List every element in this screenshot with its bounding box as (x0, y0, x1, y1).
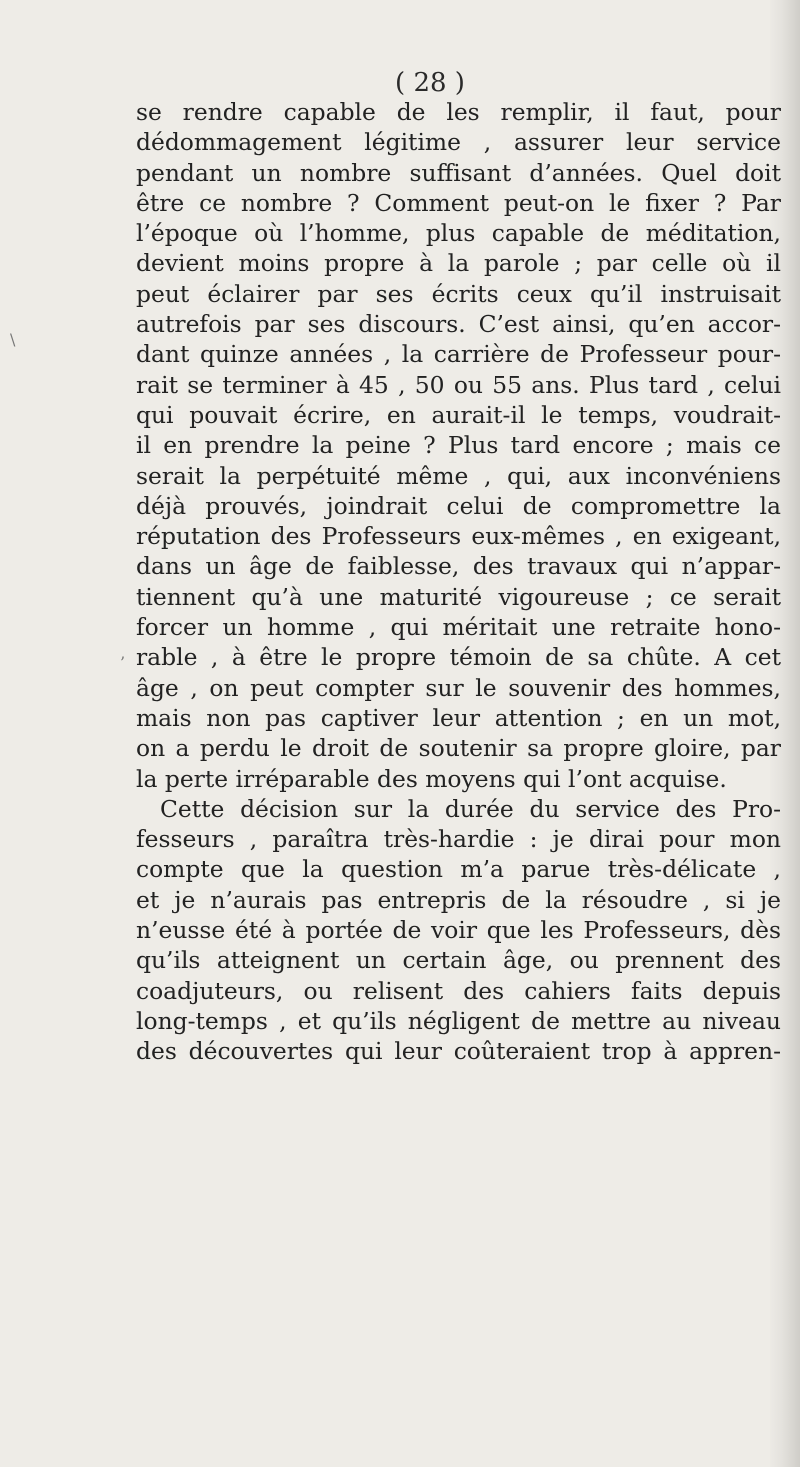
text-line: réputation des Professeurs eux-mêmes , en exigeant, (136, 522, 781, 551)
body-text (136, 97, 781, 1067)
text-line: il en prendre la peine ? Plus tard encore ; mais ce (136, 431, 781, 460)
text-line: dédommagement légitime , assurer leur service (136, 128, 781, 157)
text-line: et je n’aurais pas entrepris de la résoudre , si je (136, 885, 781, 914)
text-line: n’eusse été à portée de voir que les Professeurs, dès (136, 916, 781, 945)
text-line: fesseurs , paraîtra très-hardie : je dirai pour mon (136, 825, 781, 854)
margin-tick-mark: \ (10, 330, 16, 349)
paragraph-1 (136, 97, 781, 794)
text-line: rable , à être le propre témoin de sa chûte. A cet (136, 643, 781, 672)
paragraph-2 (136, 794, 781, 1067)
text-line: l’époque où l’homme, plus capable de méditation, (136, 219, 781, 248)
text-line: coadjuteurs, ou relisent des cahiers faits depuis (136, 976, 781, 1005)
text-line: on a perdu le droit de soutenir sa propre gloire, par (136, 734, 781, 763)
text-line: peut éclairer par ses écrits ceux qu’il instruisait (136, 279, 781, 308)
text-line: se rendre capable de les remplir, il faut, pour (136, 98, 781, 126)
text-line: devient moins propre à la parole ; par celle où il (136, 249, 781, 278)
text-line: qui pouvait écrire, en aurait-il le temps, voudrait- (136, 400, 781, 429)
text-line: des découvertes qui leur coûteraient trop à appren- (136, 1037, 781, 1066)
page-number: ( 28 ) (395, 68, 465, 98)
text-line: déjà prouvés, joindrait celui de compromettre la (136, 491, 781, 520)
margin-tick-mark: ’ (120, 653, 126, 672)
text-line: serait la perpétuité même , qui, aux inconvéniens (136, 461, 781, 490)
text-line: autrefois par ses discours. C’est ainsi, qu’en accor- (136, 310, 781, 339)
text-line: dans un âge de faiblesse, des travaux qui n’appar- (136, 552, 781, 581)
text-line: forcer un homme , qui méritait une retraite hono- (136, 613, 781, 642)
text-line: mais non pas captiver leur attention ; en un mot, (136, 703, 781, 732)
text-line: Cette décision sur la durée du service des Pro- (160, 794, 781, 823)
text-line: dant quinze années , la carrière de Professeur pour- (136, 340, 781, 369)
text-line: long-temps , et qu’ils négligent de mettre au niveau (136, 1006, 781, 1035)
text-line: compte que la question m’a parue très-délicate , (136, 855, 781, 884)
text-line: la perte irréparable des moyens qui l’ont acquise. (136, 764, 727, 793)
text-line: rait se terminer à 45 , 50 ou 55 ans. Plus tard , celui (136, 370, 781, 399)
text-line: pendant un nombre suffisant d’années. Quel doit (136, 158, 781, 187)
text-line: tiennent qu’à une maturité vigoureuse ; ce serait (136, 582, 781, 611)
text-line: âge , on peut compter sur le souvenir des hommes, (136, 673, 781, 702)
text-line: être ce nombre ? Comment peut-on le fixer ? Par (136, 188, 781, 217)
text-line: qu’ils atteignent un certain âge, ou prennent des (136, 946, 781, 975)
